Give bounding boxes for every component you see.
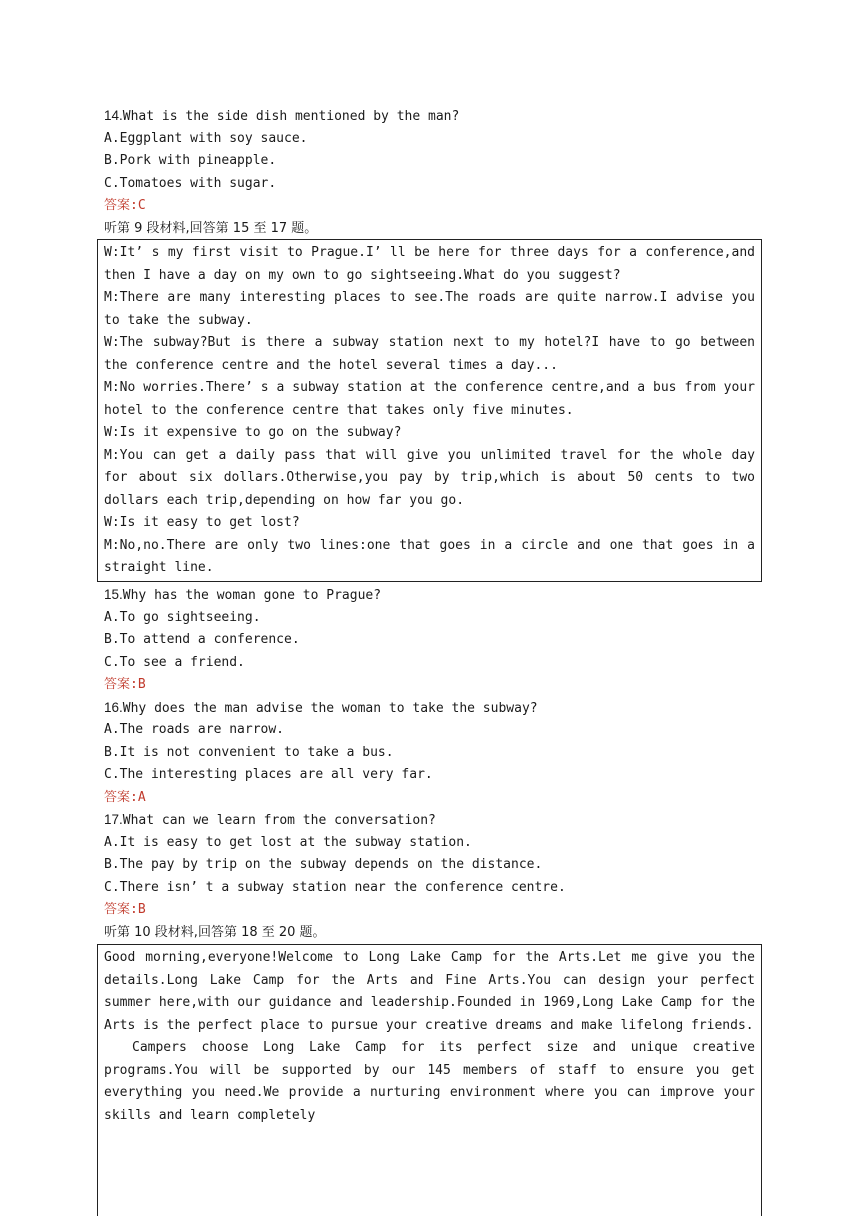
question-stem [104, 584, 764, 607]
question-number: 17. [104, 812, 123, 827]
section-heading: 听第 10 段材料,回答第 18 至 20 题。 [104, 924, 326, 940]
option-b: B.To attend a conference. [104, 632, 300, 647]
section-heading: 听第 9 段材料,回答第 15 至 17 题。 [104, 220, 318, 236]
answer-label: 答案:A [104, 789, 146, 805]
question-stem [104, 809, 764, 832]
dialogue-line: W:Is it easy to get lost? [104, 515, 300, 530]
dialogue-line: W:The subway?But is there a subway station next to my hotel?I have to go between the conference centre and the hotel several times a day... [104, 335, 755, 373]
option-c: C.The interesting places are all very far. [104, 767, 433, 782]
passage-paragraph: Good morning,everyone!Welcome to Long Lake Camp for the Arts.Let me give you the details.Long Lake Camp for the Arts and Fine Arts.You can design your perfect summer here,with our guidance and leadership.Founded in 1969,Long Lake Camp for the Arts is the perfect place to pursue your creative dreams and make lifelong friends. [104, 950, 755, 1033]
question-16 [104, 697, 764, 810]
question-14 [104, 105, 764, 240]
option-c: C.Tomatoes with sugar. [104, 175, 277, 191]
option-c: C.There isn’ t a subway station near the conference centre. [104, 879, 566, 895]
option-b: B.The pay by trip on the subway depends on the distance. [104, 857, 543, 872]
answer-label: 答案:B [104, 902, 146, 917]
answer-label: 答案:C [104, 198, 146, 213]
option-c: C.To see a friend. [104, 654, 245, 670]
answer-label: 答案:B [104, 677, 146, 692]
question-number: 16. [104, 699, 123, 715]
question-number: 15. [104, 587, 123, 602]
dialogue-transcript-box [97, 239, 762, 582]
question-stem [104, 697, 764, 720]
option-a: A.It is easy to get lost at the subway station. [104, 834, 472, 850]
question-text: What is the side dish mentioned by the man? [122, 109, 460, 124]
question-15 [104, 584, 764, 697]
passage-transcript-box [97, 944, 762, 1216]
question-number: 14. [104, 108, 123, 123]
question-text: Why does the man advise the woman to take the subway? [122, 700, 538, 716]
option-a: A.Eggplant with soy sauce. [104, 130, 308, 146]
option-a: A.To go sightseeing. [104, 609, 261, 625]
question-text: Why has the woman gone to Prague? [122, 588, 382, 603]
dialogue-line: W:It’ s my first visit to Prague.I’ ll be here for three days for a conference,and then I have a day on my own to go sightseeing.What do you suggest? [104, 245, 755, 283]
dialogue-line: M:No worries.There’ s a subway station at the conference centre,and a bus from your hotel to the conference centre that takes only five minutes. [104, 380, 755, 418]
dialogue-line: M:You can get a daily pass that will give you unlimited travel for the whole day for about six dollars.Otherwise,you pay by trip,which is about 50 cents to two dollars each trip,depending on how far you go. [104, 447, 755, 508]
passage-paragraph: Campers choose Long Lake Camp for its perfect size and unique creative programs.You will be supported by our 145 members of staff to ensure you get everything you need.We provide a nurturing environment where you can improve your skills and learn completely [104, 1040, 755, 1123]
dialogue-line: M:There are many interesting places to see.The roads are quite narrow.I advise you to take the subway. [104, 290, 755, 328]
dialogue-line: M:No,no.There are only two lines:one that goes in a circle and one that goes in a straight line. [104, 537, 755, 575]
question-stem [104, 105, 764, 128]
option-a: A.The roads are narrow. [104, 722, 285, 737]
option-b: B.It is not convenient to take a bus. [104, 744, 394, 760]
dialogue-line: W:Is it expensive to go on the subway? [104, 425, 402, 440]
question-text: What can we learn from the conversation? [122, 813, 436, 828]
option-b: B.Pork with pineapple. [104, 153, 277, 168]
question-17 [104, 809, 764, 944]
